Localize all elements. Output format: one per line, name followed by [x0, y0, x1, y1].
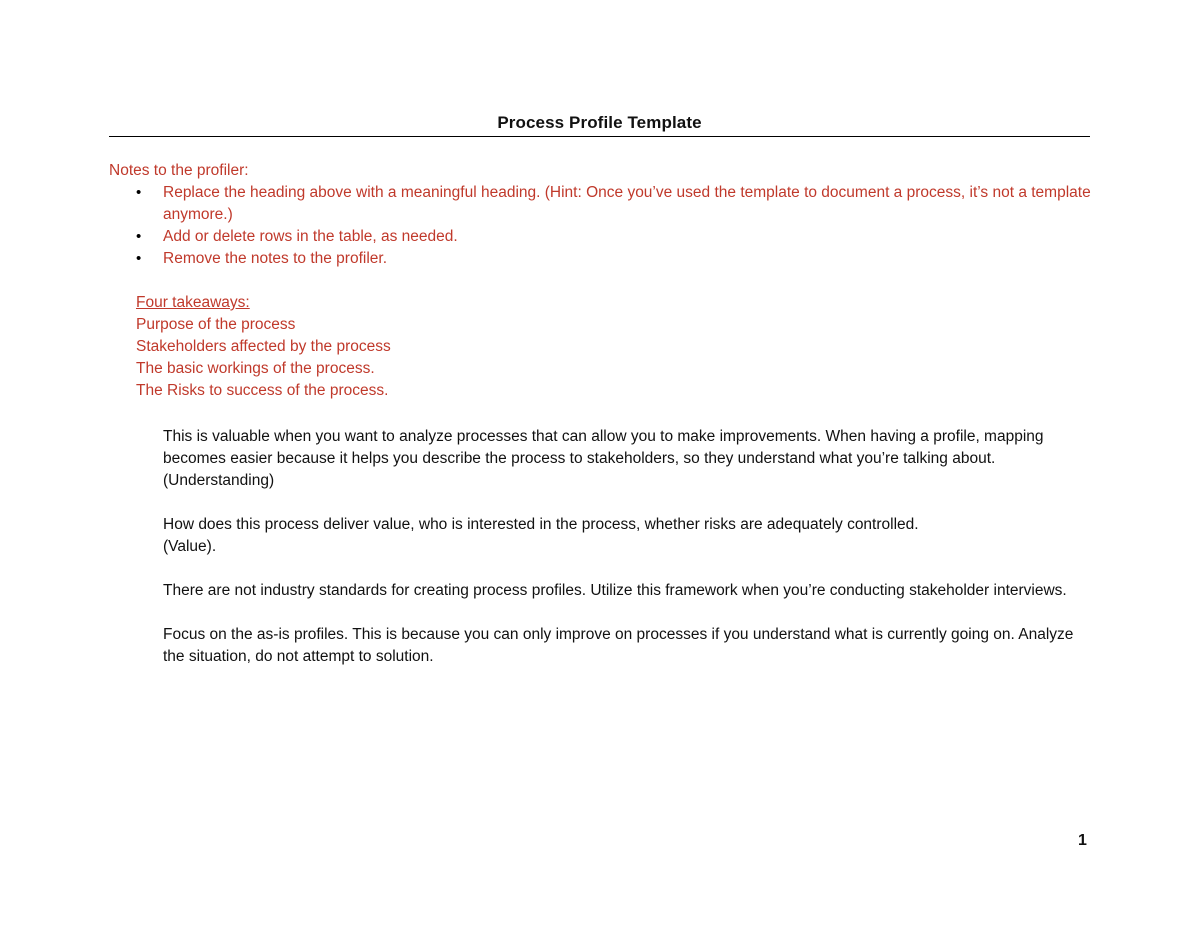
- notes-heading: Notes to the profiler:: [109, 162, 249, 179]
- takeaways-heading: Four takeaways:: [136, 294, 250, 311]
- bullet-icon: •: [136, 250, 142, 267]
- notes-bullet-item: [109, 226, 1094, 248]
- notes-bullet-text: Replace the heading above with a meaningful heading. (Hint: Once you’ve used the template to document a process, it’s not a template anymore.): [163, 184, 1091, 223]
- body-paragraph: There are not industry standards for creating process profiles. Utilize this framework when you’re conducting stakeholder interviews.: [163, 582, 1067, 599]
- takeaway-item: Purpose of the process: [136, 316, 296, 333]
- notes-bullet-item: [109, 248, 1094, 270]
- bullet-icon: •: [136, 184, 142, 201]
- body-paragraphs: [163, 426, 1098, 690]
- page-number: 1: [1078, 832, 1087, 849]
- title-underline-rule: [109, 136, 1090, 137]
- notes-bullet-item: [109, 182, 1094, 226]
- takeaways-section: [109, 292, 1094, 402]
- bullet-icon: •: [136, 228, 142, 245]
- takeaway-item: The Risks to success of the process.: [136, 382, 389, 399]
- profiler-notes: [109, 160, 1094, 402]
- page-title: Process Profile Template: [497, 113, 702, 132]
- body-paragraph: Focus on the as-is profiles. This is because you can only improve on processes if you understand what is currently going on. Analyze the situation, do not attempt to solution.: [163, 626, 1074, 665]
- body-paragraph: This is valuable when you want to analyze processes that can allow you to make improvements. When having a profile, mapping becomes easier because it helps you describe the process to stakeholders, so they understand what you’re talking about. (Understanding): [163, 428, 1044, 489]
- notes-bullet-text: Remove the notes to the profiler.: [163, 250, 388, 267]
- notes-bullet-text: Add or delete rows in the table, as needed.: [163, 228, 458, 245]
- notes-bullet-list: [109, 182, 1094, 270]
- body-paragraph: How does this process deliver value, who is interested in the process, whether risks are adequately controlled. (Value).: [163, 516, 919, 555]
- takeaway-item: Stakeholders affected by the process: [136, 338, 391, 355]
- takeaway-item: The basic workings of the process.: [136, 360, 375, 377]
